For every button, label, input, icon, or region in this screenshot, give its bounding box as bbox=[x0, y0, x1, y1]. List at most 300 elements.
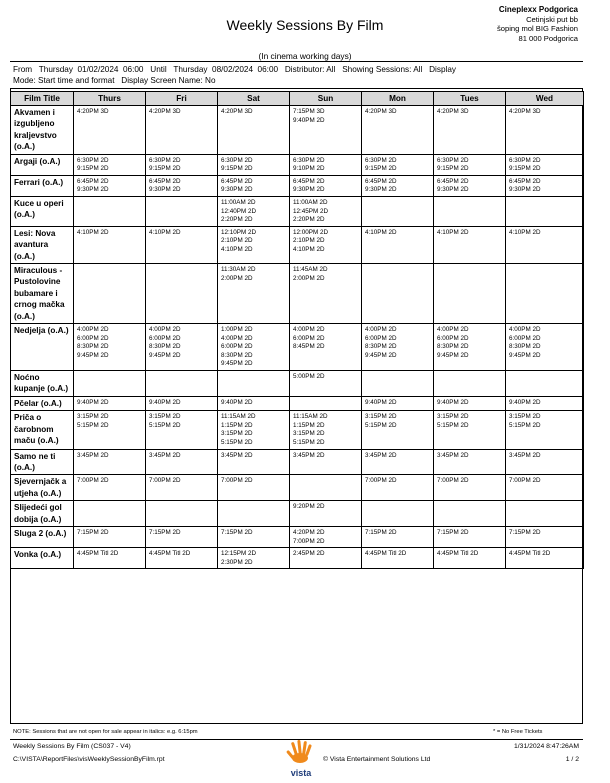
day-cell bbox=[218, 548, 290, 569]
session-time: 12:40PM 2D bbox=[221, 207, 257, 215]
session-time: 9:15PM 2D bbox=[221, 165, 253, 173]
session-time: 7:00PM 2D bbox=[365, 477, 397, 485]
session-time: 12:00PM 2D bbox=[293, 228, 329, 236]
session-time: 3:45PM 2D bbox=[437, 451, 469, 459]
day-cell bbox=[434, 324, 506, 371]
film-title: Pčelar (o.A.) bbox=[11, 396, 74, 410]
day-cell bbox=[218, 475, 290, 501]
session-time: 3:15PM 2D bbox=[77, 413, 109, 421]
session-time: 9:40PM 2D bbox=[365, 398, 397, 406]
day-cell bbox=[290, 548, 362, 569]
session-time: 9:45PM 2D bbox=[221, 360, 253, 368]
session-time: 2:20PM 2D bbox=[293, 216, 325, 224]
day-cell bbox=[506, 475, 584, 501]
report-title: Weekly Sessions By Film bbox=[226, 17, 384, 33]
session-time: 3:45PM 2D bbox=[365, 451, 397, 459]
session-time: 4:10PM 2D bbox=[293, 245, 325, 253]
session-time: 9:45PM 2D bbox=[77, 351, 109, 359]
sessions-table bbox=[10, 91, 584, 569]
table-header-row bbox=[11, 92, 584, 106]
day-cell bbox=[506, 527, 584, 548]
day-cell bbox=[74, 449, 146, 475]
session-time: 6:45PM 2D bbox=[437, 177, 469, 185]
cinema-address-line: 81 000 Podgorica bbox=[518, 33, 578, 43]
session-time: 5:15PM 2D bbox=[437, 421, 469, 429]
session-time: 4:20PM 3D bbox=[509, 108, 541, 115]
day-cell bbox=[290, 396, 362, 410]
session-time: 3:15PM 2D bbox=[365, 413, 397, 421]
day-cell bbox=[362, 324, 434, 371]
session-time: 6:00PM 2D bbox=[221, 343, 253, 351]
session-time: 1:00PM 2D bbox=[221, 326, 253, 334]
day-cell bbox=[146, 411, 218, 449]
session-time: 2:10PM 2D bbox=[293, 237, 325, 245]
session-time: 8:30PM 2D bbox=[365, 343, 397, 351]
film-title: Sluga 2 (o.A.) bbox=[11, 527, 74, 548]
session-time: 6:00PM 2D bbox=[149, 334, 181, 342]
report-name: Weekly Sessions By Film (CS037 - V4) bbox=[13, 743, 131, 750]
session-time: 12:45PM 2D bbox=[293, 207, 329, 215]
session-time: 9:15PM 2D bbox=[437, 165, 469, 173]
column-header-day: Fri bbox=[146, 92, 218, 106]
session-time: 9:30PM 2D bbox=[221, 186, 253, 194]
day-cell bbox=[74, 197, 146, 227]
session-time: 3:45PM 2D bbox=[149, 451, 181, 459]
film-title: Lesi: Nova avantura (o.A.) bbox=[11, 226, 74, 263]
session-time: 9:40PM 2D bbox=[293, 116, 325, 124]
session-time: 9:20PM 2D bbox=[293, 503, 325, 511]
day-cell bbox=[434, 475, 506, 501]
day-cell bbox=[146, 106, 218, 155]
session-time: 7:00PM 2D bbox=[77, 477, 109, 485]
day-cell bbox=[506, 396, 584, 410]
session-time: 9:45PM 2D bbox=[509, 351, 541, 359]
day-cell bbox=[506, 106, 584, 155]
table-row bbox=[11, 475, 584, 501]
session-time: 11:15AM 2D bbox=[221, 413, 256, 421]
session-time: 4:20PM 3D bbox=[365, 108, 397, 115]
film-title: Kuce u operi (o.A.) bbox=[11, 197, 74, 227]
column-header-day: Mon bbox=[362, 92, 434, 106]
session-time: 5:00PM 2D bbox=[293, 373, 325, 380]
session-time: 7:15PM 2D bbox=[77, 529, 109, 537]
day-cell bbox=[434, 264, 506, 324]
table-body bbox=[11, 106, 584, 569]
day-cell bbox=[434, 371, 506, 397]
day-cell bbox=[362, 197, 434, 227]
day-cell bbox=[290, 324, 362, 371]
session-time: 9:45PM 2D bbox=[437, 351, 469, 359]
day-cell bbox=[290, 175, 362, 196]
session-time: 7:00PM 2D bbox=[437, 477, 469, 485]
day-cell bbox=[362, 371, 434, 397]
table-row bbox=[11, 449, 584, 475]
session-time: 2:30PM 2D bbox=[221, 558, 253, 566]
print-date: 1/31/2024 8:47:26AM bbox=[514, 743, 579, 750]
filter-line: Mode: Start time and format Display Screen Name: No bbox=[13, 76, 216, 85]
day-cell bbox=[362, 548, 434, 569]
day-cell bbox=[218, 197, 290, 227]
day-cell bbox=[434, 197, 506, 227]
session-time: 9:15PM 2D bbox=[509, 165, 541, 173]
session-time: 4:10PM 2D bbox=[437, 228, 469, 236]
day-cell bbox=[146, 154, 218, 175]
day-cell bbox=[506, 501, 584, 527]
day-cell bbox=[362, 154, 434, 175]
day-cell bbox=[362, 106, 434, 155]
day-cell bbox=[362, 175, 434, 196]
day-cell bbox=[218, 371, 290, 397]
day-cell bbox=[74, 501, 146, 527]
session-time: 6:45PM 2D bbox=[509, 177, 541, 185]
report-path: C:\VISTA\ReportFiles\visWeeklySessionByFilm.rpt bbox=[13, 756, 165, 763]
session-time: 6:45PM 2D bbox=[365, 177, 397, 185]
report-filters bbox=[13, 64, 456, 86]
session-time: 6:00PM 2D bbox=[365, 334, 397, 342]
session-time: 11:00AM 2D bbox=[293, 199, 328, 206]
day-cell bbox=[218, 226, 290, 263]
session-time: 11:30AM 2D bbox=[221, 266, 256, 273]
session-time: 7:15PM 2D bbox=[437, 529, 469, 537]
day-cell bbox=[218, 175, 290, 196]
day-cell bbox=[290, 371, 362, 397]
day-cell bbox=[218, 501, 290, 527]
session-time: 9:15PM 2D bbox=[149, 165, 181, 173]
day-cell bbox=[506, 324, 584, 371]
session-time: 9:45PM 2D bbox=[365, 351, 397, 359]
day-cell bbox=[506, 197, 584, 227]
table-row bbox=[11, 501, 584, 527]
session-time: 4:45PM Titl 2D bbox=[365, 550, 407, 558]
session-time: 7:00PM 2D bbox=[221, 477, 253, 485]
day-cell bbox=[434, 154, 506, 175]
session-time: 9:40PM 2D bbox=[509, 398, 541, 406]
session-time: 9:40PM 2D bbox=[149, 398, 181, 406]
session-time: 5:15PM 2D bbox=[293, 439, 325, 446]
session-time: 4:45PM Titl 2D bbox=[149, 550, 191, 558]
day-cell bbox=[218, 396, 290, 410]
day-cell bbox=[362, 264, 434, 324]
table-row bbox=[11, 411, 584, 449]
day-cell bbox=[290, 475, 362, 501]
film-title: Argaji (o.A.) bbox=[11, 154, 74, 175]
day-cell bbox=[146, 264, 218, 324]
session-time: 9:40PM 2D bbox=[77, 398, 109, 406]
column-header-day: Sun bbox=[290, 92, 362, 106]
session-time: 3:15PM 2D bbox=[509, 413, 541, 421]
day-cell bbox=[74, 396, 146, 410]
session-time: 8:45PM 2D bbox=[293, 343, 325, 351]
session-time: 7:15PM 2D bbox=[221, 529, 253, 537]
session-time: 4:20PM 3D bbox=[77, 108, 109, 115]
day-cell bbox=[290, 411, 362, 449]
session-time: 6:30PM 2D bbox=[221, 156, 253, 164]
day-cell bbox=[290, 264, 362, 324]
film-title: Sjevernjačk a utjeha (o.A.) bbox=[11, 475, 74, 501]
day-cell bbox=[74, 175, 146, 196]
day-cell bbox=[146, 371, 218, 397]
session-time: 6:30PM 2D bbox=[437, 156, 469, 164]
session-time: 6:00PM 2D bbox=[509, 334, 541, 342]
session-time: 9:15PM 2D bbox=[77, 165, 109, 173]
session-time: 1:15PM 2D bbox=[221, 421, 253, 429]
session-time: 3:15PM 2D bbox=[437, 413, 469, 421]
filter-line: From Thursday 01/02/2024 06:00 Until Thursday 08/02/2024 06:00 Distributor: All Showing Sessions: All Display bbox=[13, 65, 456, 74]
session-time: 6:30PM 2D bbox=[149, 156, 181, 164]
day-cell bbox=[218, 324, 290, 371]
film-title: Priča o čarobnom maču (o.A.) bbox=[11, 411, 74, 449]
session-time: 6:30PM 2D bbox=[509, 156, 541, 164]
day-cell bbox=[74, 527, 146, 548]
day-cell bbox=[362, 396, 434, 410]
day-cell bbox=[146, 501, 218, 527]
session-time: 4:00PM 2D bbox=[509, 326, 541, 334]
film-title: Ferrari (o.A.) bbox=[11, 175, 74, 196]
session-time: 9:40PM 2D bbox=[437, 398, 469, 406]
cinema-name: Cineplexx Podgorica bbox=[498, 5, 578, 14]
day-cell bbox=[434, 548, 506, 569]
session-time: 9:40PM 2D bbox=[221, 398, 253, 406]
day-cell bbox=[74, 226, 146, 263]
day-cell bbox=[434, 396, 506, 410]
session-time: 6:45PM 2D bbox=[149, 177, 181, 185]
film-title: Noćno kupanje (o.A.) bbox=[11, 371, 74, 397]
table-row bbox=[11, 548, 584, 569]
session-time: 5:15PM 2D bbox=[221, 439, 253, 446]
day-cell bbox=[362, 501, 434, 527]
session-time: 7:15PM 3D bbox=[293, 108, 325, 115]
day-cell bbox=[74, 324, 146, 371]
session-time: 6:00PM 2D bbox=[77, 334, 109, 342]
column-header-day: Thurs bbox=[74, 92, 146, 106]
vista-logo-icon bbox=[284, 739, 318, 779]
session-time: 6:30PM 2D bbox=[365, 156, 397, 164]
session-time: 2:00PM 2D bbox=[221, 274, 253, 282]
table-row bbox=[11, 371, 584, 397]
session-time: 8:30PM 2D bbox=[221, 351, 253, 359]
table-row bbox=[11, 396, 584, 410]
session-time: 9:30PM 2D bbox=[293, 186, 325, 194]
session-time: 6:30PM 2D bbox=[293, 156, 325, 164]
day-cell bbox=[506, 449, 584, 475]
day-cell bbox=[218, 264, 290, 324]
session-time: 8:30PM 2D bbox=[437, 343, 469, 351]
header-divider bbox=[10, 61, 583, 62]
session-time: 7:15PM 2D bbox=[365, 529, 397, 537]
session-time: 9:30PM 2D bbox=[77, 186, 109, 194]
day-cell bbox=[506, 548, 584, 569]
day-cell bbox=[434, 501, 506, 527]
day-cell bbox=[218, 106, 290, 155]
vista-logo-text: vista bbox=[290, 768, 312, 778]
session-time: 7:00PM 2D bbox=[149, 477, 181, 485]
day-cell bbox=[290, 197, 362, 227]
session-time: 8:30PM 2D bbox=[77, 343, 109, 351]
session-time: 6:45PM 2D bbox=[293, 177, 325, 185]
day-cell bbox=[290, 106, 362, 155]
session-time: 12:10PM 2D bbox=[221, 228, 257, 236]
session-time: 4:10PM 2D bbox=[365, 228, 397, 236]
session-time: 4:00PM 2D bbox=[293, 326, 325, 334]
film-title: Nedjelja (o.A.) bbox=[11, 324, 74, 371]
day-cell bbox=[290, 501, 362, 527]
session-time: 8:30PM 2D bbox=[509, 343, 541, 351]
day-cell bbox=[146, 449, 218, 475]
film-title: Samo ne ti (o.A.) bbox=[11, 449, 74, 475]
session-time: 6:30PM 2D bbox=[77, 156, 109, 164]
session-time: 6:00PM 2D bbox=[293, 334, 325, 342]
session-time: 9:30PM 2D bbox=[509, 186, 541, 194]
column-header-day: Tues bbox=[434, 92, 506, 106]
table-row bbox=[11, 264, 584, 324]
day-cell bbox=[506, 411, 584, 449]
session-time: 3:15PM 2D bbox=[293, 430, 325, 438]
session-time: 4:20PM 3D bbox=[437, 108, 469, 115]
film-title: Miraculous - Pustolovine bubamare i crnog mačka (o.A.) bbox=[11, 264, 74, 324]
session-time: 11:45AM 2D bbox=[293, 266, 328, 273]
page-number: 1 / 2 bbox=[565, 756, 579, 763]
day-cell bbox=[434, 411, 506, 449]
day-cell bbox=[506, 226, 584, 263]
table-row bbox=[11, 106, 584, 155]
day-cell bbox=[434, 175, 506, 196]
day-cell bbox=[74, 475, 146, 501]
session-time: 5:15PM 2D bbox=[149, 421, 181, 429]
day-cell bbox=[74, 106, 146, 155]
session-time: 9:15PM 2D bbox=[365, 165, 397, 173]
day-cell bbox=[218, 527, 290, 548]
day-cell bbox=[146, 527, 218, 548]
session-time: 3:45PM 2D bbox=[509, 451, 541, 459]
table-row bbox=[11, 226, 584, 263]
day-cell bbox=[506, 175, 584, 196]
session-time: 7:15PM 2D bbox=[509, 529, 541, 537]
day-cell bbox=[74, 548, 146, 569]
session-time: 4:45PM Titl 2D bbox=[509, 550, 551, 558]
film-title: Vonka (o.A.) bbox=[11, 548, 74, 569]
vista-hand-icon bbox=[286, 740, 312, 763]
session-time: 6:45PM 2D bbox=[77, 177, 109, 185]
table-row bbox=[11, 527, 584, 548]
table-row bbox=[11, 197, 584, 227]
session-time: 4:00PM 2D bbox=[365, 326, 397, 334]
report-subtitle: (In cinema working days) bbox=[258, 51, 352, 61]
session-time: 7:15PM 2D bbox=[149, 529, 181, 537]
session-time: 11:15AM 2D bbox=[293, 413, 328, 421]
session-time: 5:15PM 2D bbox=[365, 421, 397, 429]
column-header-day: Wed bbox=[506, 92, 584, 106]
session-time: 3:15PM 2D bbox=[221, 430, 253, 438]
session-time: 4:00PM 2D bbox=[221, 334, 253, 342]
table-row bbox=[11, 324, 584, 371]
session-time: 9:30PM 2D bbox=[437, 186, 469, 194]
day-cell bbox=[218, 411, 290, 449]
day-cell bbox=[74, 411, 146, 449]
day-cell bbox=[362, 411, 434, 449]
session-time: 6:00PM 2D bbox=[437, 334, 469, 342]
session-time: 11:00AM 2D bbox=[221, 199, 256, 206]
session-time: 4:20PM 2D bbox=[293, 529, 325, 537]
day-cell bbox=[146, 548, 218, 569]
day-cell bbox=[218, 449, 290, 475]
day-cell bbox=[362, 449, 434, 475]
session-time: 4:10PM 2D bbox=[149, 228, 181, 236]
column-header-day: Sat bbox=[218, 92, 290, 106]
session-time: 4:45PM Titl 2D bbox=[77, 550, 119, 558]
italics-note: NOTE: Sessions that are not open for sale appear in italics: e.g. 6:15pm bbox=[13, 729, 198, 735]
session-time: 5:15PM 2D bbox=[509, 421, 541, 429]
day-cell bbox=[146, 175, 218, 196]
day-cell bbox=[506, 371, 584, 397]
session-time: 4:00PM 2D bbox=[77, 326, 109, 334]
day-cell bbox=[146, 197, 218, 227]
day-cell bbox=[290, 226, 362, 263]
session-time: 12:15PM 2D bbox=[221, 550, 257, 558]
column-header-film: Film Title bbox=[11, 92, 74, 106]
day-cell bbox=[290, 449, 362, 475]
session-time: 9:10PM 2D bbox=[293, 165, 325, 173]
day-cell bbox=[146, 226, 218, 263]
session-time: 9:45PM 2D bbox=[149, 351, 181, 359]
session-time: 7:00PM 2D bbox=[509, 477, 541, 485]
day-cell bbox=[506, 264, 584, 324]
session-time: 4:10PM 2D bbox=[509, 228, 541, 236]
session-time: 4:45PM Titl 2D bbox=[437, 550, 479, 558]
session-time: 3:45PM 2D bbox=[77, 451, 109, 459]
session-time: 2:45PM 2D bbox=[293, 550, 325, 558]
day-cell bbox=[290, 527, 362, 548]
session-time: 2:10PM 2D bbox=[221, 237, 253, 245]
session-time: 5:15PM 2D bbox=[77, 421, 109, 429]
copyright: © Vista Entertainment Solutions Ltd bbox=[323, 756, 431, 763]
cinema-address-line: Cetinjski put bb bbox=[526, 14, 578, 24]
day-cell bbox=[434, 449, 506, 475]
session-time: 3:15PM 2D bbox=[149, 413, 181, 421]
session-time: 9:30PM 2D bbox=[149, 186, 181, 194]
day-cell bbox=[146, 324, 218, 371]
day-cell bbox=[146, 396, 218, 410]
session-time: 3:45PM 2D bbox=[221, 451, 253, 459]
day-cell bbox=[434, 527, 506, 548]
day-cell bbox=[218, 154, 290, 175]
day-cell bbox=[362, 475, 434, 501]
session-time: 9:30PM 2D bbox=[365, 186, 397, 194]
free-tickets-note: * = No Free Tickets bbox=[493, 729, 543, 735]
session-time: 7:00PM 2D bbox=[293, 537, 325, 545]
session-time: 4:20PM 3D bbox=[221, 108, 253, 115]
table-row bbox=[11, 175, 584, 196]
session-time: 4:10PM 2D bbox=[221, 245, 253, 253]
day-cell bbox=[146, 475, 218, 501]
film-title: Slijedeći gol dobija (o.A.) bbox=[11, 501, 74, 527]
session-time: 8:30PM 2D bbox=[149, 343, 181, 351]
day-cell bbox=[74, 371, 146, 397]
session-time: 2:00PM 2D bbox=[293, 274, 325, 282]
session-time: 3:45PM 2D bbox=[293, 451, 325, 459]
day-cell bbox=[362, 226, 434, 263]
day-cell bbox=[506, 154, 584, 175]
film-title: Akvamen i izgubljeno kraljevstvo (o.A.) bbox=[11, 106, 74, 155]
session-time: 4:10PM 2D bbox=[77, 228, 109, 236]
day-cell bbox=[74, 154, 146, 175]
session-time: 6:45PM 2D bbox=[221, 177, 253, 185]
session-time: 1:15PM 2D bbox=[293, 421, 325, 429]
session-time: 4:20PM 3D bbox=[149, 108, 181, 115]
day-cell bbox=[434, 106, 506, 155]
day-cell bbox=[74, 264, 146, 324]
session-time: 4:00PM 2D bbox=[149, 326, 181, 334]
cinema-address-line: šoping mol BIG Fashion bbox=[496, 24, 578, 33]
